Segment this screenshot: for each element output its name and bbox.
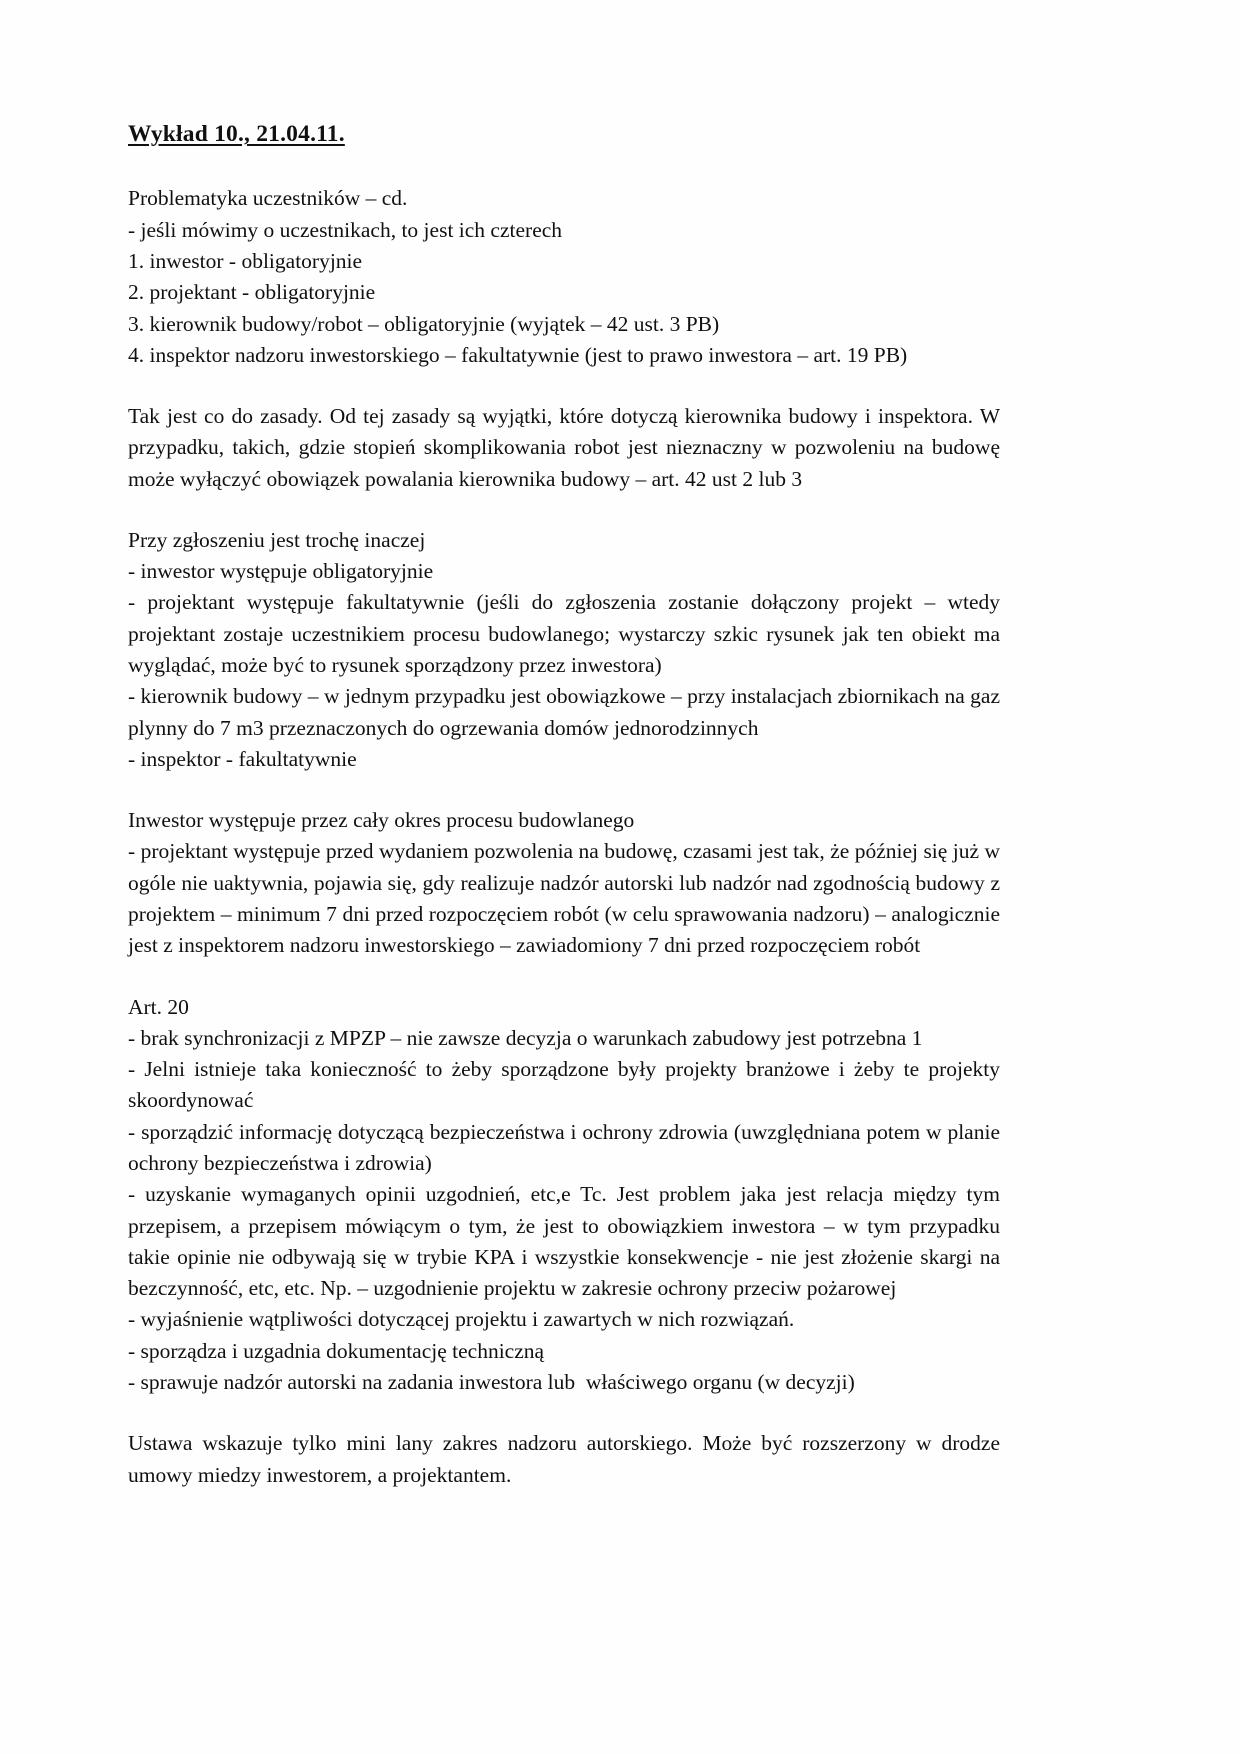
list-item: 3. kierownik budowy/robot – obligatoryjnie (wyjątek – 42 ust. 3 PB) [128,311,720,336]
list-item: 2. projektant - obligatoryjnie [128,280,376,305]
list-item: - sprawuje nadzór autorski na zadania inwestora lub właściwego organu (w decyzji) [128,1369,855,1394]
list-item: - uzyskanie wymaganych opinii uzgodnień, etc,e Tc. Jest problem jaka jest relacja między tym przepisem, a przepisem mówiącym o tym, że jest to obowiązkiem inwestora – w tym przypadku takie opinie nie odbywają się w trybie KPA i wszystkie konsekwencje - nie jest złożenie skargi na bezczynność, etc, etc. Np. – uzgodnienie projektu w zakresie ochrony przeciw pożarowej [128,1182,1000,1301]
text-line: Przy zgłoszeniu jest trochę inaczej [128,527,426,552]
section-zasada [128,401,1000,495]
paragraph: - projektant występuje przed wydaniem pozwolenia na budowę, czasami jest tak, że później się już w ogóle nie uaktywnia, pojawia się, gdy realizuje nadzór autorski lub nadzór nad zgodnością budowy z projektem – minimum 7 dni przed rozpoczęciem robót (w celu sprawowania nadzoru) – analogicznie jest z inspektorem nadzoru inwestorskiego – zawiadomiony 7 dni przed rozpoczęciem robót [128,839,1000,958]
list-item: - sporządza i uzgadnia dokumentację techniczną [128,1338,545,1363]
section-ustawa [128,1428,1000,1491]
document-body [128,120,1000,1491]
section-heading: Art. 20 [128,994,189,1019]
list-item: - projektant występuje fakultatywnie (jeśli do zgłoszenia zostanie dołączony projekt – wtedy projektant zostaje uczestnikiem procesu budowlanego; wystarczy szkic rysunek jak ten obiekt ma wyglądać, może być to rysunek sporządzony przez inwestora) [128,590,1000,678]
paragraph: Ustawa wskazuje tylko mini lany zakres nadzoru autorskiego. Może być rozszerzony w drodze umowy miedzy inwestorem, a projektantem. [128,1431,1000,1487]
text-line: - jeśli mówimy o uczestnikach, to jest ich czterech [128,217,563,242]
list-item: - brak synchronizacji z MPZP – nie zawsze decyzja o warunkach zabudowy jest potrzebna 1 [128,1025,923,1050]
text-line: Problematyka uczestników – cd. [128,186,408,211]
list-item: - inwestor występuje obligatoryjnie [128,559,434,584]
list-item: 1. inwestor - obligatoryjnie [128,248,363,273]
list-item: - Jelni istnieje taka konieczność to żeby sporządzone były projekty branżowe i żeby te projekty skoordynować [128,1057,1000,1113]
section-zgloszenie [128,525,1000,775]
text-line: Inwestor występuje przez cały okres procesu budowlanego [128,808,635,833]
list-item: - wyjaśnienie wątpliwości dotyczącej projektu i zawartych w nich rozwiązań. [128,1307,795,1332]
section-uczestnicy [128,183,1000,371]
list-item: - inspektor - fakultatywnie [128,746,357,771]
list-item: - kierownik budowy – w jednym przypadku jest obowiązkowe – przy instalacjach zbiornikach na gaz plynny do 7 m3 przeznaczonych do ogrzewania domów jednorodzinnych [128,684,1000,740]
section-art-20 [128,992,1000,1399]
section-inwestor-okres [128,805,1000,961]
paragraph: Tak jest co do zasady. Od tej zasady są wyjątki, które dotyczą kierownika budowy i inspektora. W przypadku, takich, gdzie stopień skomplikowania robot jest nieznaczny w pozwoleniu na budowę może wyłączyć obowiązek powalania kierownika budowy – art. 42 ust 2 lub 3 [128,404,1000,491]
list-item: - sporządzić informację dotyczącą bezpieczeństwa i ochrony zdrowia (uwzględniana potem w planie ochrony bezpieczeństwa i zdrowia) [128,1119,1000,1175]
page-title: Wykład 10., 21.04.11. [128,121,345,147]
list-item: 4. inspektor nadzoru inwestorskiego – fakultatywnie (jest to prawo inwestora – art. 19 PB) [128,342,908,367]
